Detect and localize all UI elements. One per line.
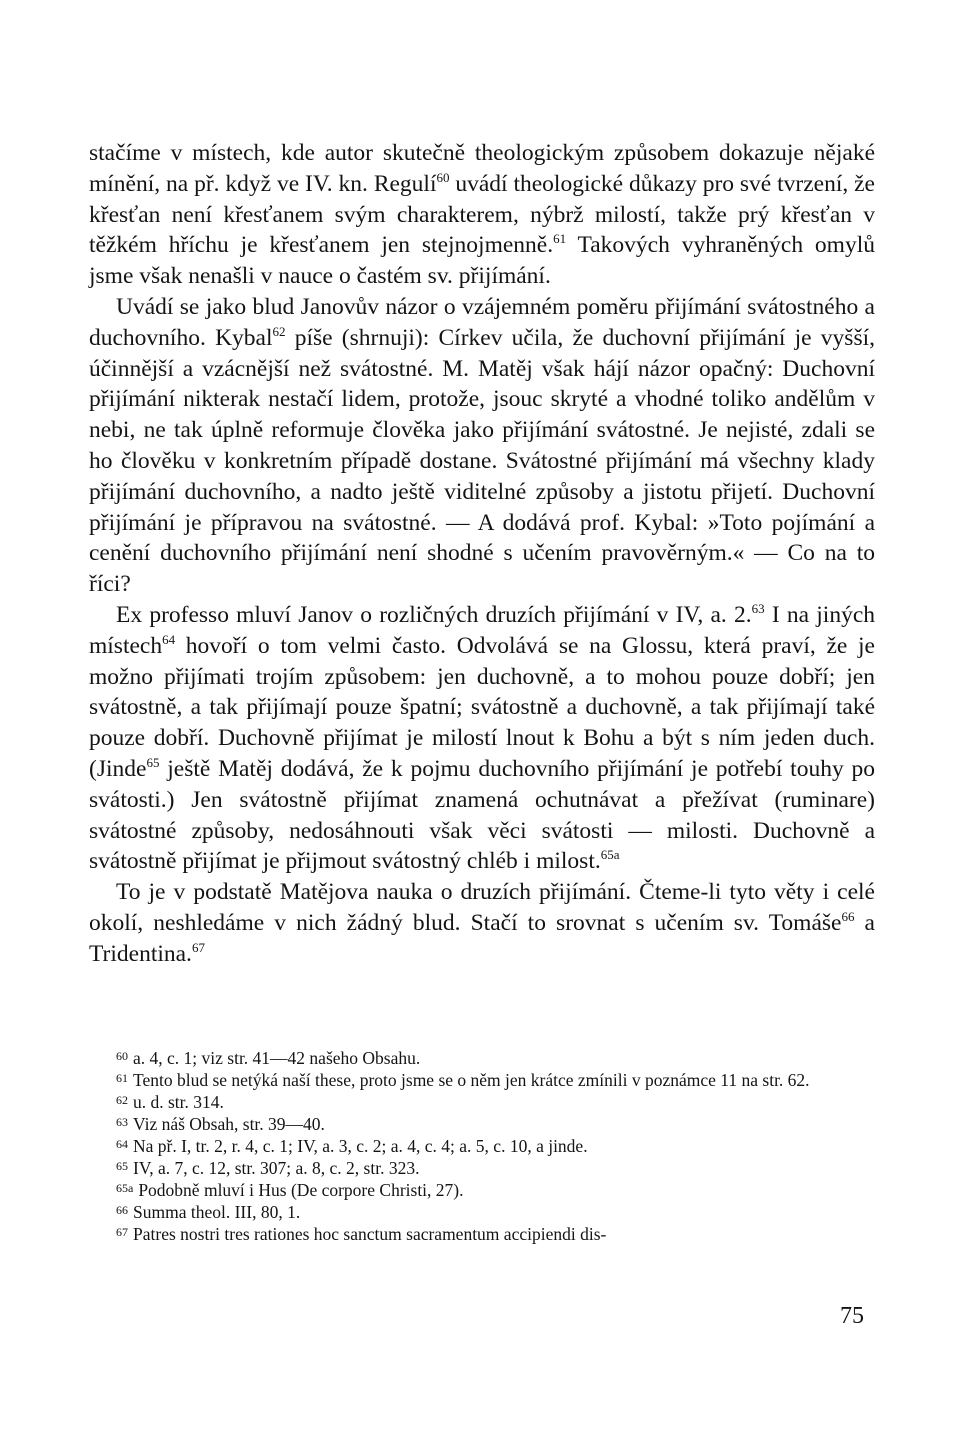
footnote <box>89 1178 877 1200</box>
footnote <box>89 1090 877 1112</box>
footnote <box>89 1222 877 1244</box>
footnote <box>89 1068 877 1090</box>
footnote-number: 65a <box>116 1181 134 1195</box>
footnote <box>89 1200 877 1222</box>
paragraph <box>89 600 875 877</box>
footnote-reference: 61 <box>553 231 567 247</box>
footnote-number: 66 <box>116 1203 128 1217</box>
footnote <box>89 1046 877 1068</box>
footnote-number: 63 <box>116 1115 128 1129</box>
paragraph-text: uvádí theologické důkazy pro své tvrzení, že křesťan není křesťanem svým charakterem, nýbrž milostí, takže prý křesťan v těžkém hříchu je křesťanem jen stejnojmenně. <box>89 170 875 259</box>
footnote-number: 61 <box>116 1071 128 1085</box>
footnote-text: IV, a. 7, c. 12, str. 307; a. 8, c. 2, str. 323. <box>133 1158 420 1178</box>
footnote-reference: 65a <box>600 847 620 863</box>
footnote <box>89 1134 877 1156</box>
main-text <box>89 138 875 970</box>
footnote-text: Tento blud se netýká naší these, proto jsme se o něm jen krátce zmínili v poznámce 11 na str. 62. <box>133 1070 810 1090</box>
paragraph-text: a Tridentina. <box>89 909 875 967</box>
footnote <box>89 1112 877 1134</box>
footnote-reference: 64 <box>162 631 176 647</box>
paragraph-text: Uvádí se jako blud Janovův názor o vzájemném poměru přijímání svátostného a duchovního. Kybal <box>89 293 875 351</box>
paragraph-text: stačíme v místech, kde autor skutečně theologickým způsobem dokazuje nějaké mínění, na př. když ve IV. kn. Regulí <box>89 140 875 197</box>
footnote-text: u. d. str. 314. <box>133 1092 224 1112</box>
footnote-reference: 65 <box>146 754 160 770</box>
paragraph-text: Ex professo mluví Janov o rozličných druzích přijímání v IV, a. 2. <box>116 601 752 628</box>
paragraph-text: To je v podstatě Matějova nauka o druzích přijímání. Čteme-li tyto věty i celé okolí, neshledáme v nich žádný blud. Stačí to srovnat s učením sv. Tomáše <box>89 879 875 936</box>
paragraph-text: Takových vyhraněných omylů jsme však nenašli v nauce o častém sv. přijímání. <box>89 232 875 290</box>
footnote-reference: 66 <box>841 908 855 924</box>
paragraph <box>89 292 875 600</box>
footnote-text: Podobně mluví i Hus (De corpore Christi, 27). <box>138 1180 464 1200</box>
paragraph <box>89 877 875 969</box>
paragraph <box>89 138 875 292</box>
paragraph-text: I na jiných místech <box>89 601 875 659</box>
footnote-reference: 67 <box>191 939 205 955</box>
paragraph-text: hovoří o tom velmi často. Odvolává se na Glossu, která praví, že je možno přijímati trojím způsobem: jen duchovně, a to mohou pouze dobří; jen svátostně, a tak přijímají pouze špatní; svátostně a duchovně, a tak přijímají také pouze dobří. Duchovně přijímat je milostí lnout k Bohu a být s ním jeden duch. (Jinde <box>89 632 875 782</box>
footnotes <box>89 1046 877 1244</box>
paragraph-text: ještě Matěj dodává, že k pojmu duchovního přijímání je potřebí touhy po svátosti.) Jen svátostně přijímat znamená ochutnávat a přežívat (ruminare) svátostné způsoby, nedosáhnouti však věci svátosti — milosti. Duchovně a svátostně přijímat je přijmout svátostný chléb i milost. <box>89 755 875 875</box>
footnote-text: Viz náš Obsah, str. 39—40. <box>133 1114 325 1134</box>
footnote <box>89 1156 877 1178</box>
footnote-number: 65 <box>116 1159 128 1173</box>
footnote-text: a. 4, c. 1; viz str. 41—42 našeho Obsahu. <box>133 1048 421 1068</box>
page-number: 75 <box>840 1303 864 1329</box>
footnote-text: Na př. I, tr. 2, r. 4, c. 1; IV, a. 3, c. 2; a. 4, c. 4; a. 5, c. 10, a jinde. <box>133 1136 588 1156</box>
footnote-reference: 63 <box>751 600 765 616</box>
paragraph-text: píše (shrnuji): Církev učila, že duchovní přijímání je vyšší, účinnější a vzácnější než svátostné. M. Matěj však hájí názor opačný: Duchovní přijímání nikterak nestačí lidem, protože, jsouc skryté a vhodné toliko andělům v nebi, ne tak úplně reformuje člověka jako přijímání svátostné. Je nejisté, zdali se ho člověku v konkretním případě dostane. Svátostné přijímání má všechny klady přijímání duchovního, a nadto ještě viditelné způsoby a jistotu přijetí. Duchovní přijímání je přípravou na svátostné. — A dodává prof. Kybal: »Toto pojímání a cenění duchovního přijímání není shodné s učením pravověrným.« — Co na to říci? <box>89 324 875 598</box>
footnote-number: 60 <box>116 1049 128 1063</box>
footnote-text: Summa theol. III, 80, 1. <box>133 1202 301 1222</box>
footnote-text: Patres nostri tres rationes hoc sanctum sacramentum accipiendi dis- <box>133 1224 607 1244</box>
footnote-reference: 60 <box>436 169 450 185</box>
footnote-number: 62 <box>116 1093 128 1107</box>
footnote-reference: 62 <box>272 323 286 339</box>
footnote-number: 67 <box>116 1225 128 1239</box>
footnote-number: 64 <box>116 1137 128 1151</box>
